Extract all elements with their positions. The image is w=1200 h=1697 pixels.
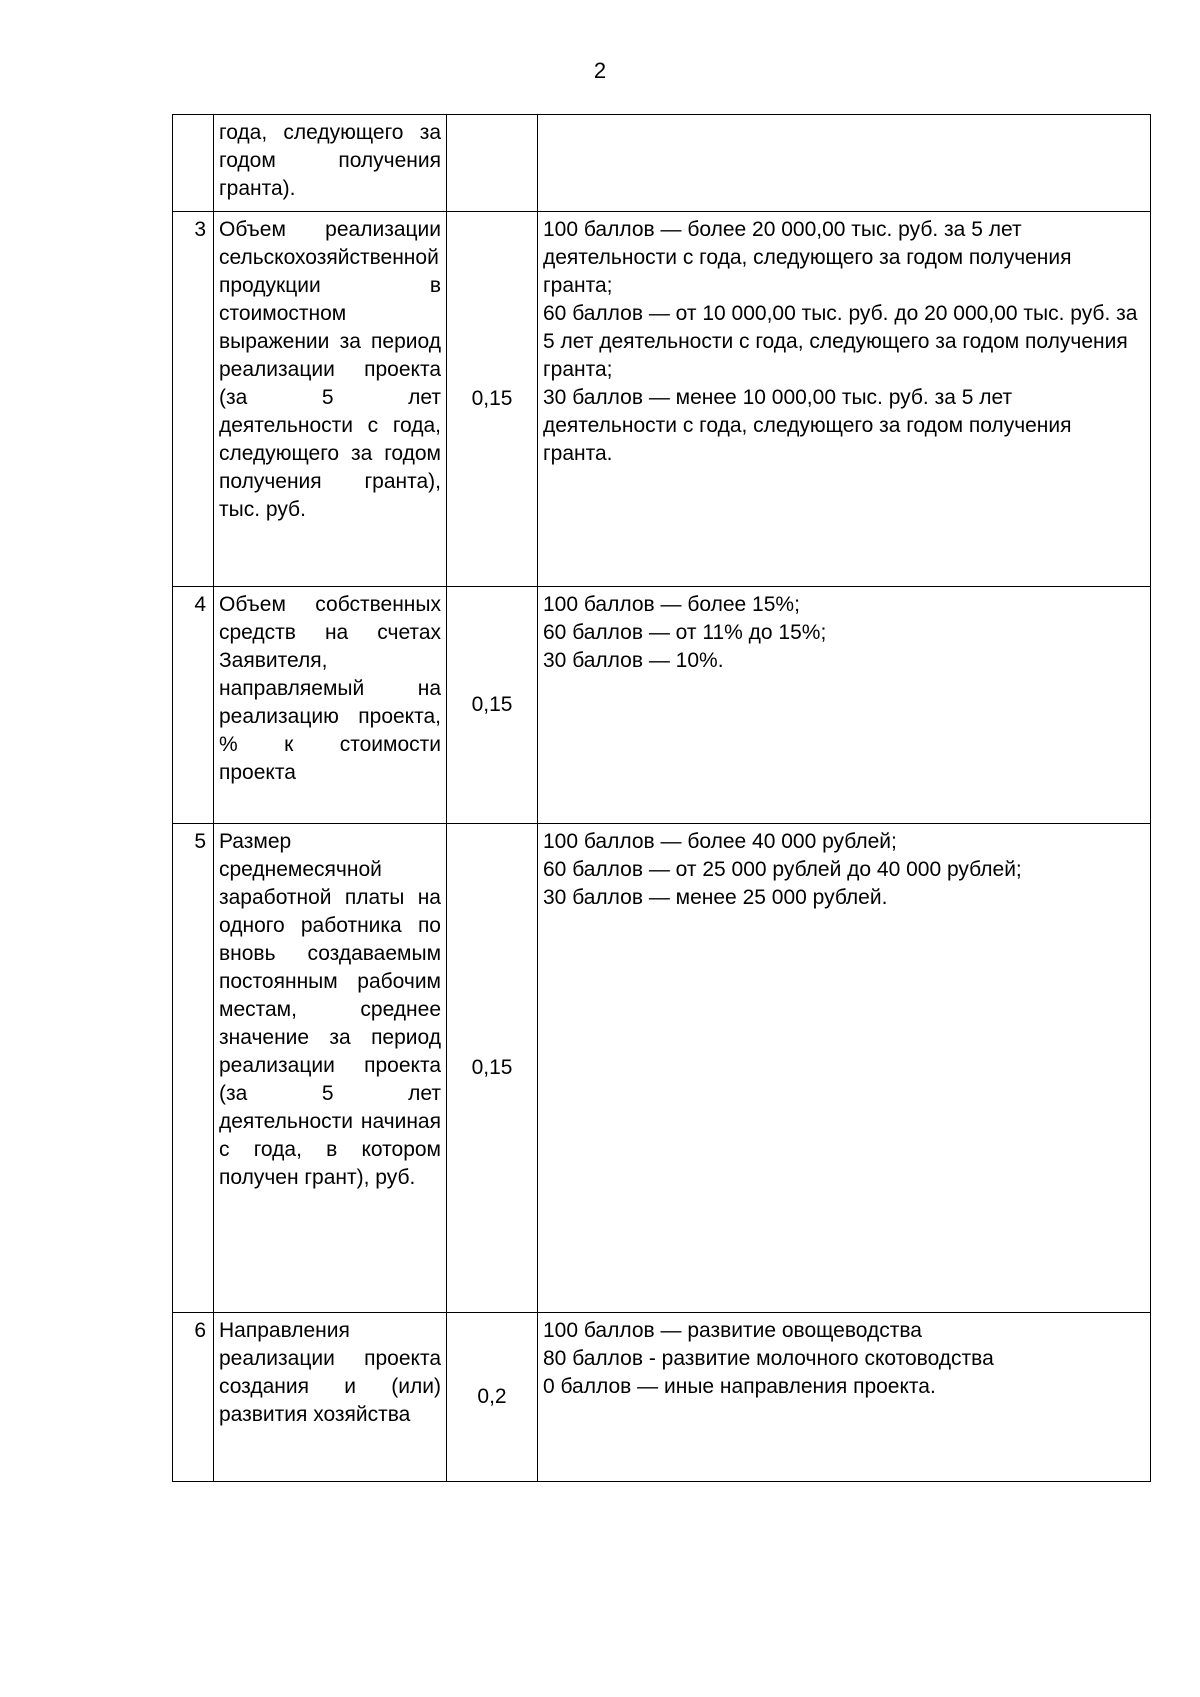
criterion-scale [538,212,1151,587]
scale-line: 30 баллов — менее 25 000 рублей. [543,886,888,909]
page-number: 2 [593,58,607,83]
criterion-number [173,115,214,212]
criterion-scale [538,824,1151,1313]
criterion-weight [447,115,538,212]
criterion-number: 3 [173,212,214,587]
scale-line: 100 баллов — более 40 000 рублей; [543,830,897,853]
table-row [173,1313,1151,1482]
criterion-text: Направления реализации проекта создания и (или) развития хозяйства [214,1313,447,1482]
scale-line: 60 баллов — от 10 000,00 тыс. руб. до 20 000,00 тыс. руб. за 5 лет деятельности с года, следующего за годом получения гранта; [543,302,1138,381]
scale-line: 80 баллов - развитие молочного скотоводства [543,1347,994,1370]
criterion-scale [538,115,1151,212]
scale-line: 100 баллов — более 15%; [543,593,800,616]
criterion-text: Объем реализации сельскохозяйственной продукции в стоимостном выражении за период реализации проекта (за 5 лет деятельности с года, следующего за годом получения гранта), тыс. руб. [214,212,447,587]
criterion-scale [538,587,1151,824]
table-row [173,824,1151,1313]
scale-line: 60 баллов — от 25 000 рублей до 40 000 рублей; [543,858,1022,881]
criteria-table [172,114,1151,1482]
scale-line: 30 баллов — менее 10 000,00 тыс. руб. за 5 лет деятельности с года, следующего за годом получения гранта. [543,386,1072,465]
table-row [173,212,1151,587]
scale-line: 0 баллов — иные направления проекта. [543,1375,936,1398]
scale-line: 100 баллов — развитие овощеводства [543,1319,922,1342]
criterion-weight: 0,15 [447,212,538,587]
criterion-scale [538,1313,1151,1482]
criterion-number: 5 [173,824,214,1313]
scale-line: 30 баллов — 10%. [543,649,724,672]
criterion-number: 6 [173,1313,214,1482]
criterion-weight: 0,2 [447,1313,538,1482]
criterion-weight: 0,15 [447,824,538,1313]
criterion-weight: 0,15 [447,587,538,824]
table-row [173,587,1151,824]
criterion-text: Объем собственных средств на счетах Заявителя, направляемый на реализацию проекта, % к стоимости проекта [214,587,447,824]
criterion-number: 4 [173,587,214,824]
criterion-text: года, следующего за годом получения гранта). [214,115,447,212]
criterion-text: Размер среднемесячной заработной платы на одного работника по вновь создаваемым постоянным рабочим местам, среднее значение за период реализации проекта (за 5 лет деятельности начиная с года, в котором получен грант), руб. [214,824,447,1313]
table-row [173,115,1151,212]
scale-line: 60 баллов — от 11% до 15%; [543,621,827,644]
scale-line: 100 баллов — более 20 000,00 тыс. руб. за 5 лет деятельности с года, следующего за годом получения гранта; [543,218,1072,297]
